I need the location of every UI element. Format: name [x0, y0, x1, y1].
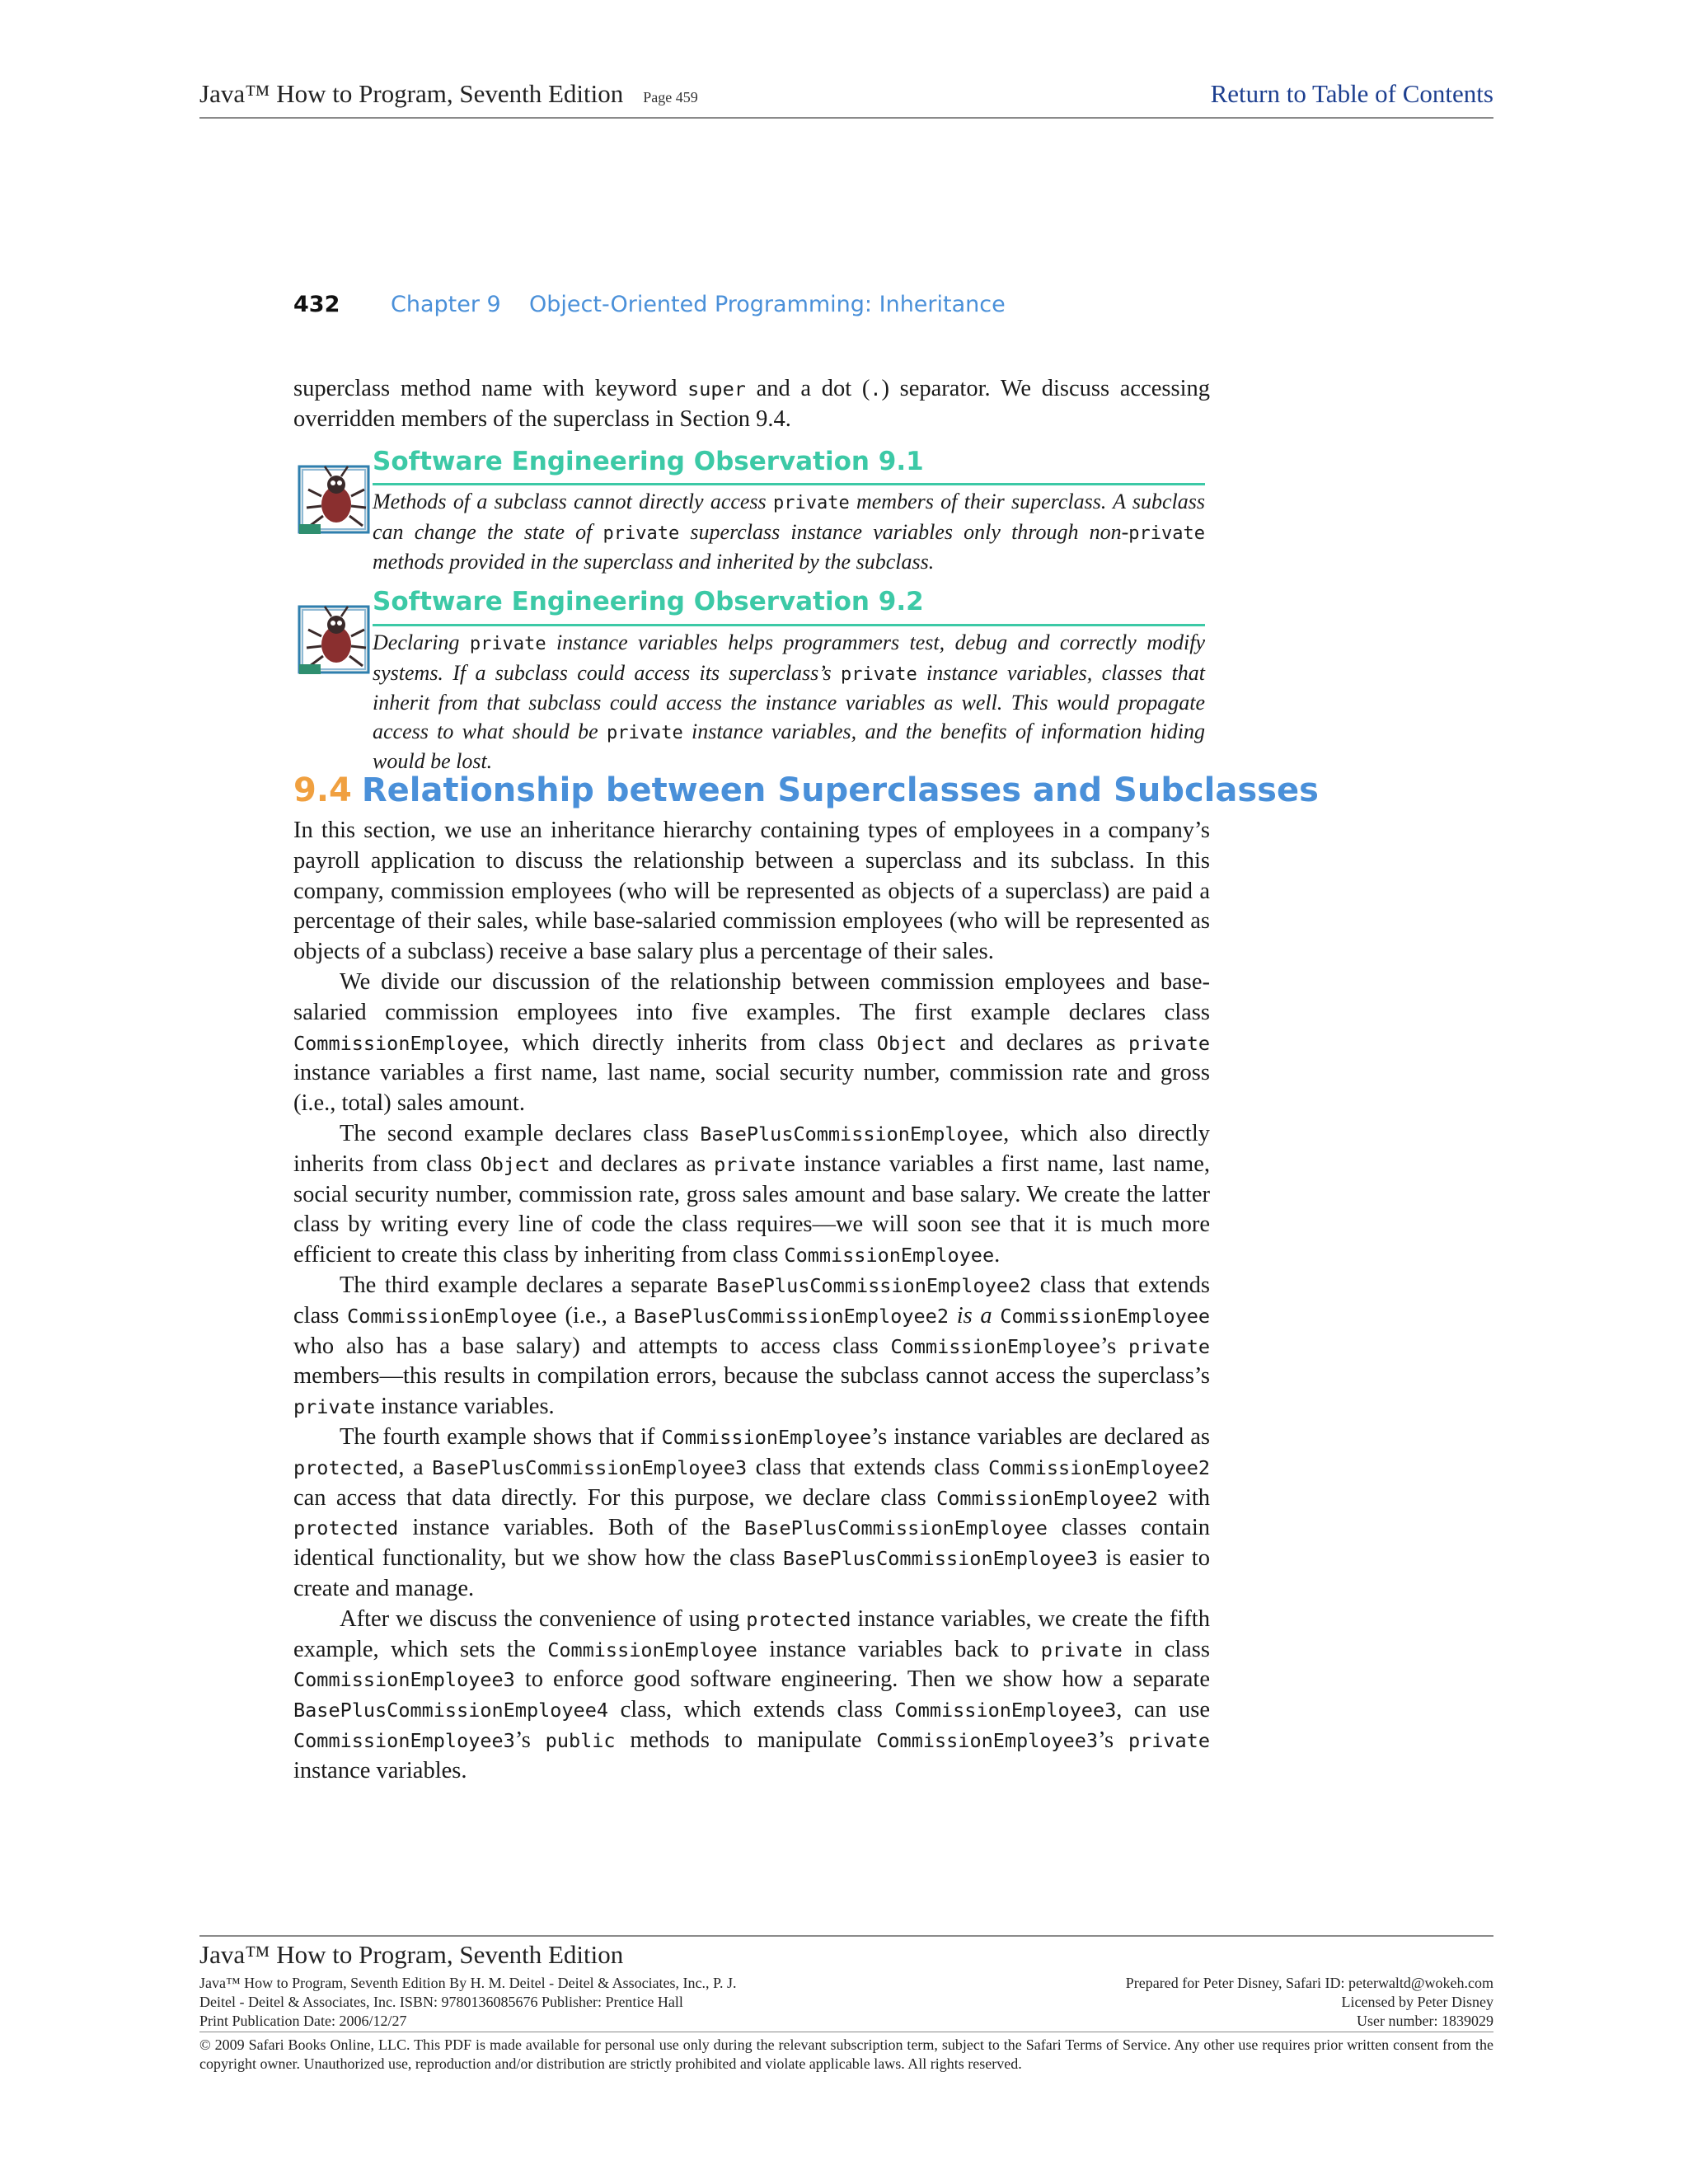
return-to-toc-link[interactable]: Return to Table of Contents: [1210, 79, 1493, 108]
footer-licensed-by: Licensed by Peter Disney: [1341, 1994, 1493, 2010]
printed-page-number: 432: [293, 292, 340, 317]
book-title-text: Java™ How to Program, Seventh Edition: [199, 79, 624, 108]
page-header: [199, 76, 1493, 119]
footer-copyright: © 2009 Safari Books Online, LLC. This PDF is made available for personal use only during the relevant subscription term, subject to the Safari Terms of Service. Any other use requires prior written consent from the copyright owner. Unauthorized use, reproduction and/or distribution are strictly prohibited and violate applicable laws. All rights reserved.: [199, 2036, 1493, 2072]
seo-9-1-title: Software Engineering Observation 9.1: [373, 447, 924, 476]
seo-9-2-body: Declaring private instance variables helps programmers test, debug and correctly modify systems. If a subclass could access its superclass’s private instance variables, classes that inherit from that subclass could access the instance variables as well. This would propagate access to what should be private instance variables, and the benefits of information hiding would be lost.: [373, 630, 1206, 773]
paragraph-2: We divide our discussion of the relationship between commission employees and base-salaried commission employees into five examples. The first example declares class CommissionEmployee, which directly inherits from class Object and declares as private instance variables a first name, last name, social security number, commission rate and gross (i.e., total) sales amount.: [293, 968, 1210, 1117]
header-page-label: Page 459: [643, 89, 698, 105]
section-heading: [293, 771, 1319, 809]
paragraph-1: In this section, we use an inheritance hierarchy containing types of employees in a company’s payroll application to discuss the relationship between a superclass and its subclass. In this company, commission employees (who will be represented as objects of a superclass) are paid a percentage of their sales, while base-salaried commission employees (who will be represented as objects of a subclass) receive a base salary plus a percentage of their sales.: [293, 818, 1210, 965]
paragraph-3: The second example declares class BasePlusCommissionEmployee, which also directly inherits from class Object and declares as private instance variables a first name, last name, social security number, commission rate, gross sales amount and base salary. We create the latter class by writing every line of code the class requires—we will soon see that it is much more efficient to create this class by inheriting from class CommissionEmployee.: [293, 1120, 1210, 1268]
footer-publication-date: Print Publication Date: 2006/12/27: [199, 2013, 407, 2029]
bug-icon: [297, 602, 373, 677]
seo-9-1-rule: [373, 483, 1205, 485]
chapter-title: Chapter 9 Object-Oriented Programming: Inheritance: [391, 292, 1006, 317]
footer-credit-line-2: Deitel - Deitel & Associates, Inc. ISBN: 9780136085676 Publisher: Prentice Hall: [199, 1994, 683, 2010]
footer-user-number: User number: 1839029: [1357, 2013, 1493, 2029]
intro-paragraph: superclass method name with keyword super and a dot (.) separator. We discuss accessing overridden members of the superclass in Section 9.4.: [293, 376, 1210, 432]
footer-prepared-for: Prepared for Peter Disney, Safari ID: peterwaltd@wokeh.com: [1125, 1975, 1493, 1991]
paragraph-5: The fourth example shows that if CommissionEmployee’s instance variables are declared as protected, a BasePlusCommissionEmployee3 class that extends class CommissionEmployee2 can access that data directly. For this purpose, we declare class CommissionEmployee2 with protected instance variables. Both of the BasePlusCommissionEmployee classes contain identical functionality, but we show how the class BasePlusCommissionEmployee3 is easier to create and manage.: [293, 1423, 1211, 1601]
seo-9-2-rule: [373, 624, 1205, 626]
footer-book-title: Java™ How to Program, Seventh Edition: [199, 1940, 624, 1969]
footer-credit-line-1: Java™ How to Program, Seventh Edition By H. M. Deitel - Deitel & Associates, Inc., P. J.: [199, 1975, 737, 1991]
paragraph-4: The third example declares a separate BasePlusCommissionEmployee2 class that extends class CommissionEmployee (i.e., a BasePlusCommissionEmployee2 is a CommissionEmployee who also has a base salary) and attempts to access class CommissionEmployee’s private members—this results in compilation errors, because the subclass cannot access the superclass’s private instance variables.: [293, 1272, 1211, 1420]
seo-9-1-body: Methods of a subclass cannot directly access private members of their superclass. A subclass can change the state of private superclass instance variables only through non-private methods provided in the superclass and inherited by the subclass.: [373, 490, 1205, 574]
seo-9-2-title: Software Engineering Observation 9.2: [373, 587, 924, 616]
section-title: Relationship between Superclasses and Subclasses: [361, 771, 1319, 809]
header-book-title: [199, 79, 698, 109]
bug-icon: [297, 462, 373, 537]
page-footer: [199, 1935, 1493, 2072]
section-number: 9.4: [293, 771, 352, 809]
running-head: [293, 290, 1200, 323]
section-body: [293, 816, 1210, 1787]
paragraph-6: After we discuss the convenience of using protected instance variables, we create the fifth example, which sets the CommissionEmployee instance variables back to private in class CommissionEmployee3 to enforce good software engineering. Then we show how a separate BasePlusCommissionEmployee4 class, which extends class CommissionEmployee3, can use CommissionEmployee3’s public methods to manipulate CommissionEmployee3’s private instance variables.: [293, 1605, 1210, 1783]
